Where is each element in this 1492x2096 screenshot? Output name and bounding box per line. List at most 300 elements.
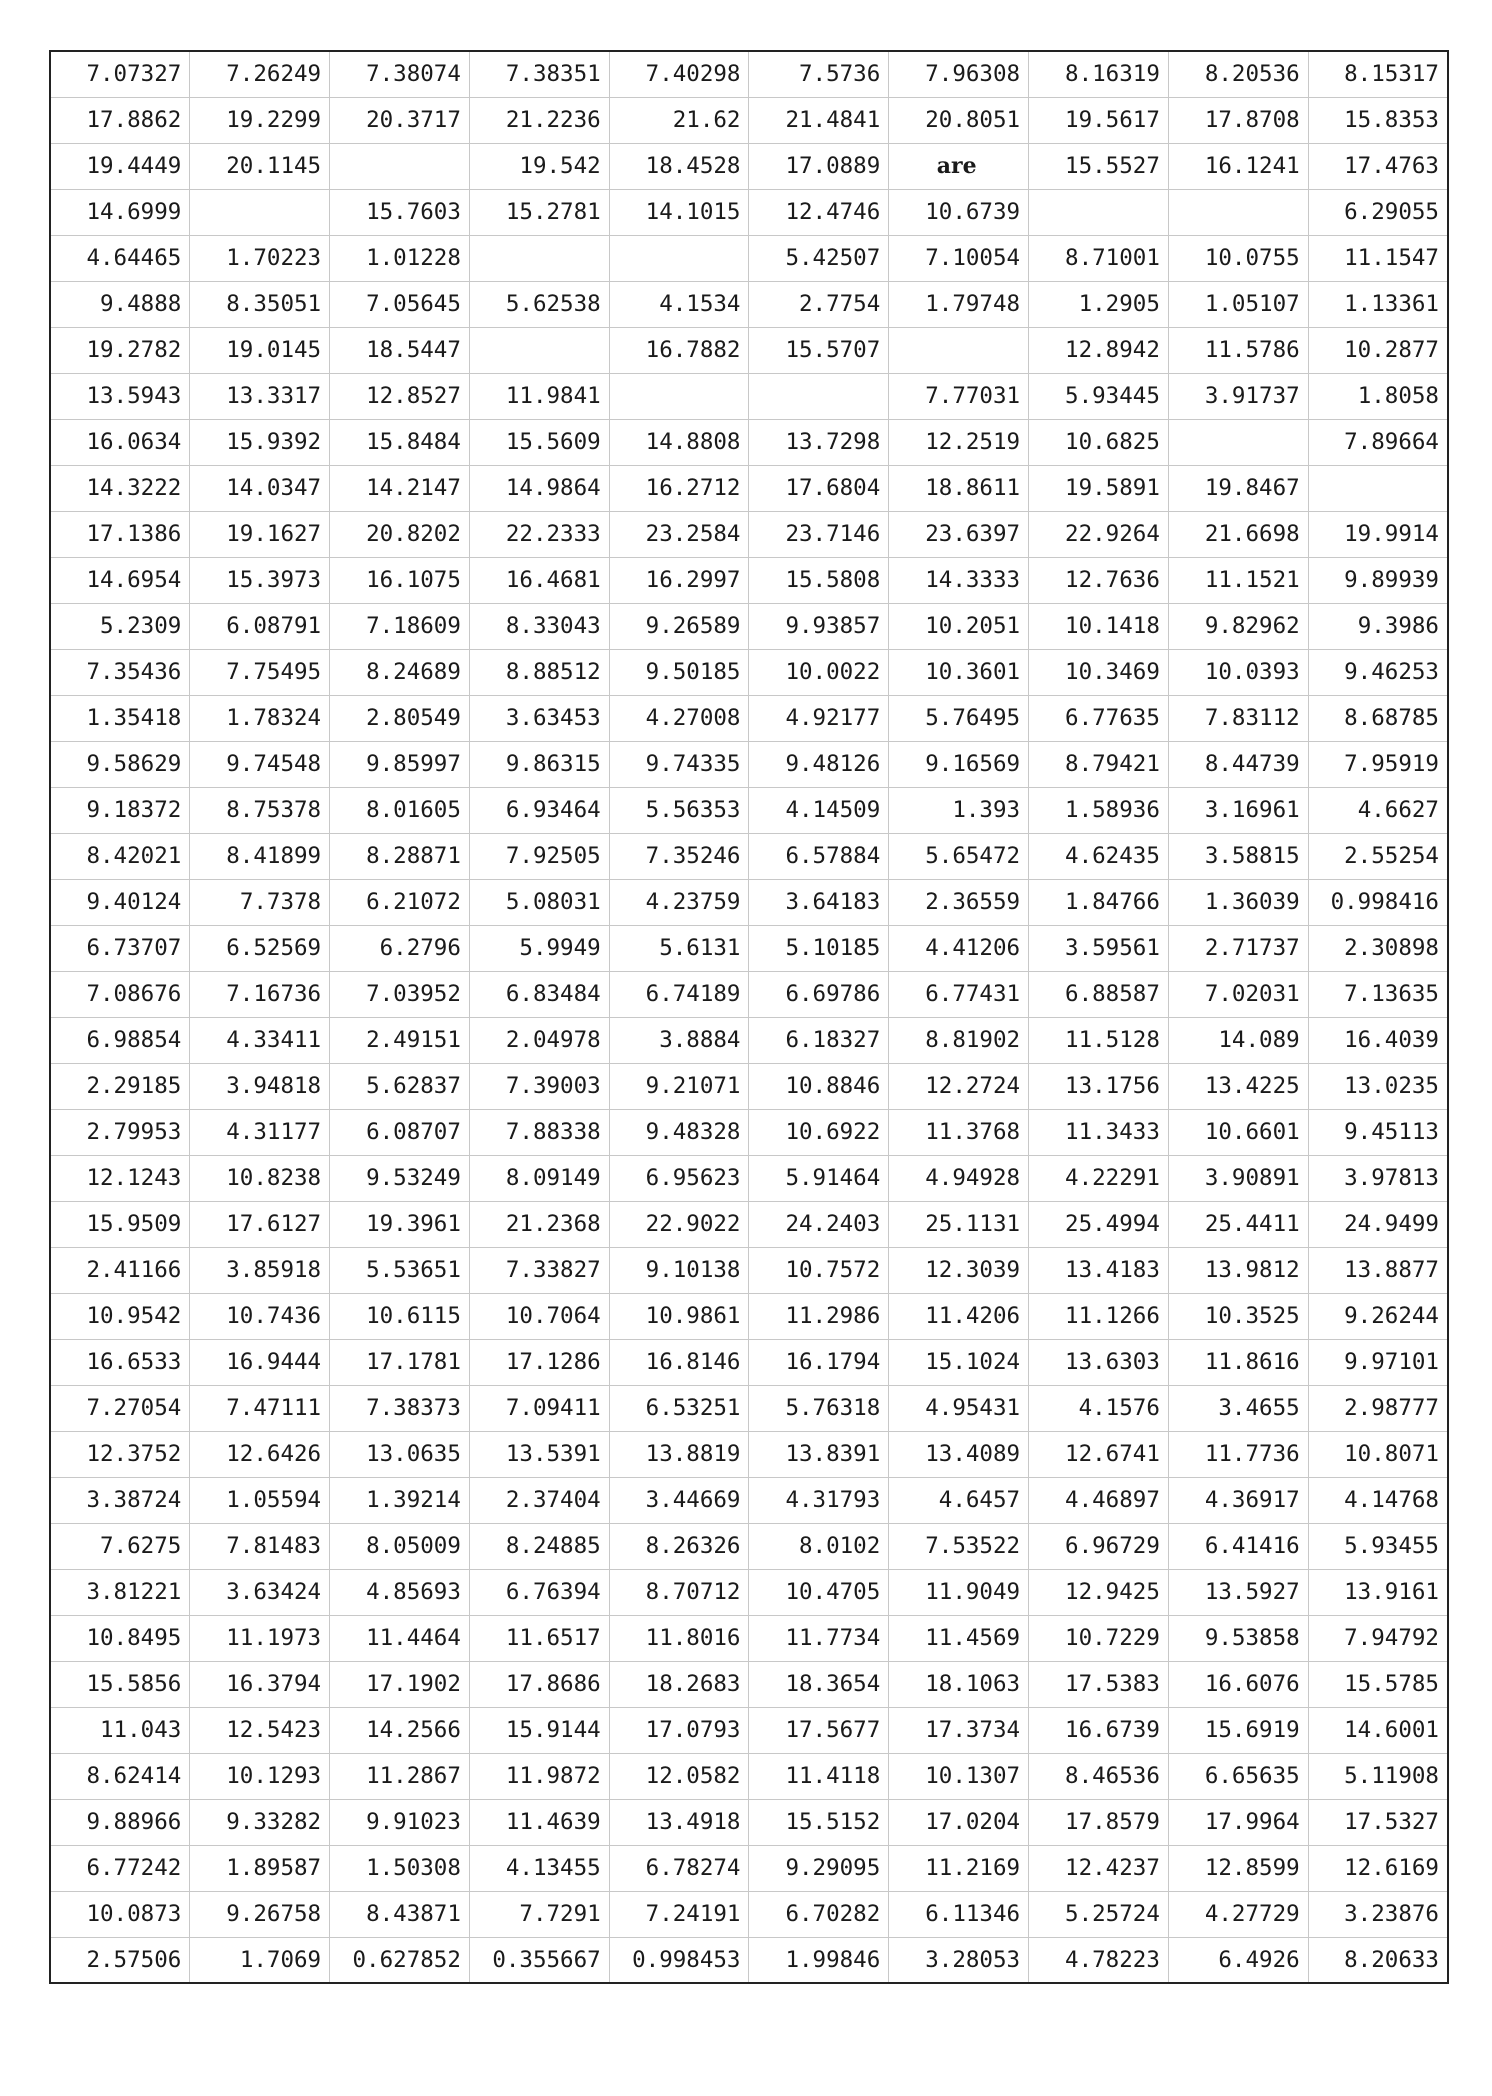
table-cell: 9.26589: [609, 603, 749, 649]
table-cell: 12.3039: [889, 1247, 1029, 1293]
table-cell: 11.8016: [609, 1615, 749, 1661]
table-cell: 16.1241: [1168, 143, 1308, 189]
table-row: [50, 1109, 1448, 1155]
table-cell: 17.1386: [50, 511, 190, 557]
table-row: [50, 971, 1448, 1017]
table-cell: 7.35246: [609, 833, 749, 879]
table-cell: [1168, 419, 1308, 465]
table-cell: 10.6922: [749, 1109, 889, 1155]
table-cell: 13.3317: [190, 373, 330, 419]
table-cell: 4.14768: [1308, 1477, 1448, 1523]
table-cell: 15.5152: [749, 1799, 889, 1845]
table-cell: 9.21071: [609, 1063, 749, 1109]
table-cell: 8.24885: [469, 1523, 609, 1569]
table-cell: 8.20536: [1168, 51, 1308, 97]
table-cell: 5.10185: [749, 925, 889, 971]
table-cell: 10.0873: [50, 1891, 190, 1937]
table-cell: 1.05107: [1168, 281, 1308, 327]
table-cell: 6.70282: [749, 1891, 889, 1937]
table-cell: 21.4841: [749, 97, 889, 143]
table-cell: 15.8484: [330, 419, 470, 465]
table-cell: 16.4681: [469, 557, 609, 603]
table-cell: 6.2796: [330, 925, 470, 971]
table-row: [50, 327, 1448, 373]
table-cell: 10.6825: [1029, 419, 1169, 465]
table-cell: 13.7298: [749, 419, 889, 465]
table-cell: 5.91464: [749, 1155, 889, 1201]
table-cell: 9.45113: [1308, 1109, 1448, 1155]
table-cell: 13.5943: [50, 373, 190, 419]
table-cell: 15.3973: [190, 557, 330, 603]
table-cell: 22.9264: [1029, 511, 1169, 557]
table-cell: 11.043: [50, 1707, 190, 1753]
table-cell: 2.7754: [749, 281, 889, 327]
document-page: [49, 50, 1447, 1984]
table-cell: 16.1075: [330, 557, 470, 603]
table-cell: 9.4888: [50, 281, 190, 327]
table-cell: 7.53522: [889, 1523, 1029, 1569]
table-cell: 7.03952: [330, 971, 470, 1017]
table-cell: [1308, 465, 1448, 511]
table-cell: 15.7603: [330, 189, 470, 235]
table-cell: 3.91737: [1168, 373, 1308, 419]
table-cell: 9.16569: [889, 741, 1029, 787]
table-cell: 6.95623: [609, 1155, 749, 1201]
table-cell: 14.0347: [190, 465, 330, 511]
table-cell: 1.7069: [190, 1937, 330, 1983]
table-cell: 10.0755: [1168, 235, 1308, 281]
table-cell: 16.2712: [609, 465, 749, 511]
table-cell: 7.24191: [609, 1891, 749, 1937]
table-row: [50, 1661, 1448, 1707]
table-cell: 9.48328: [609, 1109, 749, 1155]
table-cell: 12.4237: [1029, 1845, 1169, 1891]
table-cell: 7.10054: [889, 235, 1029, 281]
table-cell: 6.98854: [50, 1017, 190, 1063]
table-cell: 9.40124: [50, 879, 190, 925]
table-cell: [190, 189, 330, 235]
table-cell: 10.1307: [889, 1753, 1029, 1799]
table-cell: 3.58815: [1168, 833, 1308, 879]
table-row: [50, 1017, 1448, 1063]
table-cell: 7.16736: [190, 971, 330, 1017]
table-cell: 11.1973: [190, 1615, 330, 1661]
table-cell: 8.42021: [50, 833, 190, 879]
table-cell: 12.7636: [1029, 557, 1169, 603]
table-cell: 7.02031: [1168, 971, 1308, 1017]
table-cell: 16.3794: [190, 1661, 330, 1707]
table-cell: 11.5128: [1029, 1017, 1169, 1063]
table-cell: 12.0582: [609, 1753, 749, 1799]
table-cell: 4.1576: [1029, 1385, 1169, 1431]
table-cell: 9.53249: [330, 1155, 470, 1201]
table-cell: 10.6601: [1168, 1109, 1308, 1155]
data-table: [49, 50, 1449, 1984]
table-cell: 3.85918: [190, 1247, 330, 1293]
table-cell: 8.15317: [1308, 51, 1448, 97]
table-cell: 10.9861: [609, 1293, 749, 1339]
table-cell: 17.3734: [889, 1707, 1029, 1753]
table-cell: 11.1547: [1308, 235, 1448, 281]
table-cell: [609, 235, 749, 281]
table-cell: 7.27054: [50, 1385, 190, 1431]
table-cell: 12.8942: [1029, 327, 1169, 373]
table-cell: 9.26244: [1308, 1293, 1448, 1339]
table-cell: 5.6131: [609, 925, 749, 971]
table-cell: 17.4763: [1308, 143, 1448, 189]
table-cell: 7.89664: [1308, 419, 1448, 465]
table-cell: 7.26249: [190, 51, 330, 97]
table-cell: 15.8353: [1308, 97, 1448, 143]
table-cell: 9.18372: [50, 787, 190, 833]
table-cell: 5.93445: [1029, 373, 1169, 419]
table-cell: 14.3222: [50, 465, 190, 511]
table-cell: 13.4225: [1168, 1063, 1308, 1109]
table-row: [50, 511, 1448, 557]
table-cell: 0.355667: [469, 1937, 609, 1983]
table-cell: 3.64183: [749, 879, 889, 925]
table-cell: 6.77431: [889, 971, 1029, 1017]
table-cell: 10.1293: [190, 1753, 330, 1799]
table-cell: 1.05594: [190, 1477, 330, 1523]
table-row: [50, 787, 1448, 833]
table-cell: 16.6739: [1029, 1707, 1169, 1753]
table-cell: 14.9864: [469, 465, 609, 511]
table-cell: 8.68785: [1308, 695, 1448, 741]
table-cell: [609, 373, 749, 419]
table-cell: 7.05645: [330, 281, 470, 327]
table-cell: 3.28053: [889, 1937, 1029, 1983]
table-cell: 17.0889: [749, 143, 889, 189]
table-cell: 7.94792: [1308, 1615, 1448, 1661]
table-row: [50, 603, 1448, 649]
table-cell: 0.998453: [609, 1937, 749, 1983]
table-cell: 25.4994: [1029, 1201, 1169, 1247]
table-cell: 10.8071: [1308, 1431, 1448, 1477]
table-row: [50, 1155, 1448, 1201]
table-cell: 7.5736: [749, 51, 889, 97]
table-cell: 17.8862: [50, 97, 190, 143]
table-cell: 6.96729: [1029, 1523, 1169, 1569]
table-cell: 3.63453: [469, 695, 609, 741]
table-cell: 4.46897: [1029, 1477, 1169, 1523]
table-cell: 5.65472: [889, 833, 1029, 879]
table-cell: 10.3601: [889, 649, 1029, 695]
table-cell: 16.6076: [1168, 1661, 1308, 1707]
table-cell: 10.7572: [749, 1247, 889, 1293]
table-cell: 9.29095: [749, 1845, 889, 1891]
table-cell: 7.96308: [889, 51, 1029, 97]
table-cell: 19.0145: [190, 327, 330, 373]
table-cell: 9.88966: [50, 1799, 190, 1845]
table-cell: 15.5808: [749, 557, 889, 603]
table-cell: 12.6169: [1308, 1845, 1448, 1891]
table-cell: 7.88338: [469, 1109, 609, 1155]
table-cell: 13.6303: [1029, 1339, 1169, 1385]
table-cell: 1.393: [889, 787, 1029, 833]
table-cell: 8.71001: [1029, 235, 1169, 281]
table-cell: 7.18609: [330, 603, 470, 649]
table-cell: 16.7882: [609, 327, 749, 373]
table-cell: 15.9509: [50, 1201, 190, 1247]
table-cell: 11.4118: [749, 1753, 889, 1799]
table-cell: 9.50185: [609, 649, 749, 695]
table-cell: 15.6919: [1168, 1707, 1308, 1753]
table-cell: 11.4569: [889, 1615, 1029, 1661]
table-cell: 19.1627: [190, 511, 330, 557]
table-cell: 4.1534: [609, 281, 749, 327]
table-cell: 4.41206: [889, 925, 1029, 971]
table-cell: 3.4655: [1168, 1385, 1308, 1431]
table-cell: 12.2519: [889, 419, 1029, 465]
table-cell: 10.7064: [469, 1293, 609, 1339]
table-cell: 5.11908: [1308, 1753, 1448, 1799]
table-cell: 10.6739: [889, 189, 1029, 235]
table-row: [50, 143, 1448, 189]
table-cell: 6.69786: [749, 971, 889, 1017]
table-row: [50, 97, 1448, 143]
table-cell: 11.7736: [1168, 1431, 1308, 1477]
table-cell: 2.37404: [469, 1477, 609, 1523]
table-cell: 8.01605: [330, 787, 470, 833]
table-cell: 6.57884: [749, 833, 889, 879]
table-cell: 6.4926: [1168, 1937, 1308, 1983]
table-row: [50, 1339, 1448, 1385]
table-cell: 5.53651: [330, 1247, 470, 1293]
table-cell: 5.62538: [469, 281, 609, 327]
table-cell: 8.81902: [889, 1017, 1029, 1063]
table-row: [50, 465, 1448, 511]
table-cell: 11.9841: [469, 373, 609, 419]
table-cell: 0.627852: [330, 1937, 470, 1983]
table-cell: 10.0393: [1168, 649, 1308, 695]
table-cell: 1.8058: [1308, 373, 1448, 419]
table-cell: 4.85693: [330, 1569, 470, 1615]
table-cell: 11.2169: [889, 1845, 1029, 1891]
table-cell: 12.8527: [330, 373, 470, 419]
table-cell: 1.01228: [330, 235, 470, 281]
table-cell: 10.7436: [190, 1293, 330, 1339]
table-row: [50, 1937, 1448, 1983]
table-cell: 11.2986: [749, 1293, 889, 1339]
table-cell: 15.9392: [190, 419, 330, 465]
table-row: [50, 189, 1448, 235]
table-cell: 17.1286: [469, 1339, 609, 1385]
table-cell: 6.77242: [50, 1845, 190, 1891]
table-cell: [330, 143, 470, 189]
table-cell: 10.1418: [1029, 603, 1169, 649]
table-cell: 9.74335: [609, 741, 749, 787]
table-cell: 19.3961: [330, 1201, 470, 1247]
table-cell: 3.38724: [50, 1477, 190, 1523]
table-cell: 19.5617: [1029, 97, 1169, 143]
table-cell: 6.88587: [1029, 971, 1169, 1017]
table-cell: 25.4411: [1168, 1201, 1308, 1247]
table-cell: 12.4746: [749, 189, 889, 235]
table-cell: 8.16319: [1029, 51, 1169, 97]
table-cell: 8.24689: [330, 649, 470, 695]
table-cell: 12.9425: [1029, 1569, 1169, 1615]
table-cell: 7.47111: [190, 1385, 330, 1431]
table-cell: 4.14509: [749, 787, 889, 833]
table-cell: 11.3768: [889, 1109, 1029, 1155]
table-cell: 21.6698: [1168, 511, 1308, 557]
table-cell: 6.21072: [330, 879, 470, 925]
table-cell: 5.2309: [50, 603, 190, 649]
table-cell: 10.6115: [330, 1293, 470, 1339]
table-cell: 6.77635: [1029, 695, 1169, 741]
table-cell: 11.7734: [749, 1615, 889, 1661]
table-cell: [1168, 189, 1308, 235]
table-cell: 7.35436: [50, 649, 190, 695]
table-cell: 17.6804: [749, 465, 889, 511]
table-row: [50, 1201, 1448, 1247]
table-cell: 17.5383: [1029, 1661, 1169, 1707]
table-cell: 4.23759: [609, 879, 749, 925]
table-cell: 6.73707: [50, 925, 190, 971]
table-cell: 5.9949: [469, 925, 609, 971]
table-cell: 15.9144: [469, 1707, 609, 1753]
table-row: [50, 1799, 1448, 1845]
table-cell: [469, 327, 609, 373]
table-cell: 7.6275: [50, 1523, 190, 1569]
table-cell: 9.48126: [749, 741, 889, 787]
table-cell: 12.3752: [50, 1431, 190, 1477]
table-cell: 5.56353: [609, 787, 749, 833]
table-cell: 13.0235: [1308, 1063, 1448, 1109]
table-cell: 15.5527: [1029, 143, 1169, 189]
table-row: [50, 51, 1448, 97]
table-cell: 1.50308: [330, 1845, 470, 1891]
table-cell: 18.3654: [749, 1661, 889, 1707]
table-cell: 3.81221: [50, 1569, 190, 1615]
table-cell: 4.6457: [889, 1477, 1029, 1523]
table-cell: 12.6426: [190, 1431, 330, 1477]
table-cell: 7.92505: [469, 833, 609, 879]
table-cell: 23.6397: [889, 511, 1029, 557]
table-cell: 2.36559: [889, 879, 1029, 925]
table-cell: 11.3433: [1029, 1109, 1169, 1155]
table-cell: 3.59561: [1029, 925, 1169, 971]
table-row: [50, 1523, 1448, 1569]
table-cell: 12.1243: [50, 1155, 190, 1201]
table-cell: 1.58936: [1029, 787, 1169, 833]
table-cell: 9.3986: [1308, 603, 1448, 649]
table-cell: 11.5786: [1168, 327, 1308, 373]
table-cell: 5.62837: [330, 1063, 470, 1109]
table-cell: 2.41166: [50, 1247, 190, 1293]
table-cell: 4.64465: [50, 235, 190, 281]
table-cell: 5.42507: [749, 235, 889, 281]
table-cell: 3.94818: [190, 1063, 330, 1109]
table-cell: 11.8616: [1168, 1339, 1308, 1385]
table-cell: 4.94928: [889, 1155, 1029, 1201]
table-cell: 14.8808: [609, 419, 749, 465]
table-cell: 13.5927: [1168, 1569, 1308, 1615]
table-cell: 18.2683: [609, 1661, 749, 1707]
table-cell: 5.08031: [469, 879, 609, 925]
table-cell: 7.95919: [1308, 741, 1448, 787]
table-cell: 11.4464: [330, 1615, 470, 1661]
table-cell: 4.31177: [190, 1109, 330, 1155]
table-cell: 15.5856: [50, 1661, 190, 1707]
table-cell: 10.2877: [1308, 327, 1448, 373]
table-cell: 15.5609: [469, 419, 609, 465]
table-cell: 7.77031: [889, 373, 1029, 419]
table-cell: 7.38074: [330, 51, 470, 97]
table-cell: 6.53251: [609, 1385, 749, 1431]
table-cell: 9.97101: [1308, 1339, 1448, 1385]
table-cell: 6.18327: [749, 1017, 889, 1063]
table-cell: 14.1015: [609, 189, 749, 235]
table-cell: 5.25724: [1029, 1891, 1169, 1937]
table-cell: 23.2584: [609, 511, 749, 557]
table-cell: 5.93455: [1308, 1523, 1448, 1569]
table-cell: 1.99846: [749, 1937, 889, 1983]
table-cell: 8.75378: [190, 787, 330, 833]
table-cell: 2.04978: [469, 1017, 609, 1063]
table-row: [50, 1477, 1448, 1523]
table-row: [50, 925, 1448, 971]
table-cell: 16.4039: [1308, 1017, 1448, 1063]
table-cell: 12.8599: [1168, 1845, 1308, 1891]
table-cell: [1029, 189, 1169, 235]
table-cell: 4.27729: [1168, 1891, 1308, 1937]
table-cell: 9.58629: [50, 741, 190, 787]
table-cell: 9.53858: [1168, 1615, 1308, 1661]
table-cell: 17.6127: [190, 1201, 330, 1247]
table-cell: 9.74548: [190, 741, 330, 787]
table-row: [50, 557, 1448, 603]
table-cell: 8.0102: [749, 1523, 889, 1569]
table-cell: 14.6954: [50, 557, 190, 603]
table-row: [50, 281, 1448, 327]
table-cell: 1.78324: [190, 695, 330, 741]
table-cell: 1.84766: [1029, 879, 1169, 925]
table-cell: 13.5391: [469, 1431, 609, 1477]
table-cell: 6.08791: [190, 603, 330, 649]
table-row: [50, 1247, 1448, 1293]
table-row: [50, 833, 1448, 879]
table-cell: 6.93464: [469, 787, 609, 833]
table-cell: 19.2299: [190, 97, 330, 143]
table-cell: 2.49151: [330, 1017, 470, 1063]
table-cell: 13.8877: [1308, 1247, 1448, 1293]
table-cell: 14.2566: [330, 1707, 470, 1753]
table-cell: 11.9872: [469, 1753, 609, 1799]
table-cell: 21.62: [609, 97, 749, 143]
table-cell: 2.98777: [1308, 1385, 1448, 1431]
table-cell: 8.20633: [1344, 1946, 1439, 1973]
table-row: [50, 1293, 1448, 1339]
table-cell: 19.2782: [50, 327, 190, 373]
table-cell: 15.2781: [469, 189, 609, 235]
table-cell: 11.9049: [889, 1569, 1029, 1615]
table-cell: 25.1131: [889, 1201, 1029, 1247]
table-cell: 11.4206: [889, 1293, 1029, 1339]
table-cell: 7.13635: [1308, 971, 1448, 1017]
table-cell: 21.2236: [469, 97, 609, 143]
table-cell: 18.8611: [889, 465, 1029, 511]
table-cell: 16.6533: [50, 1339, 190, 1385]
table-cell: 13.0635: [330, 1431, 470, 1477]
table-cell: 13.4089: [889, 1431, 1029, 1477]
table-cell: 10.4705: [749, 1569, 889, 1615]
table-cell: 8.44739: [1168, 741, 1308, 787]
table-row: [50, 1753, 1448, 1799]
table-cell: 6.52569: [190, 925, 330, 971]
table-cell: 7.7378: [190, 879, 330, 925]
